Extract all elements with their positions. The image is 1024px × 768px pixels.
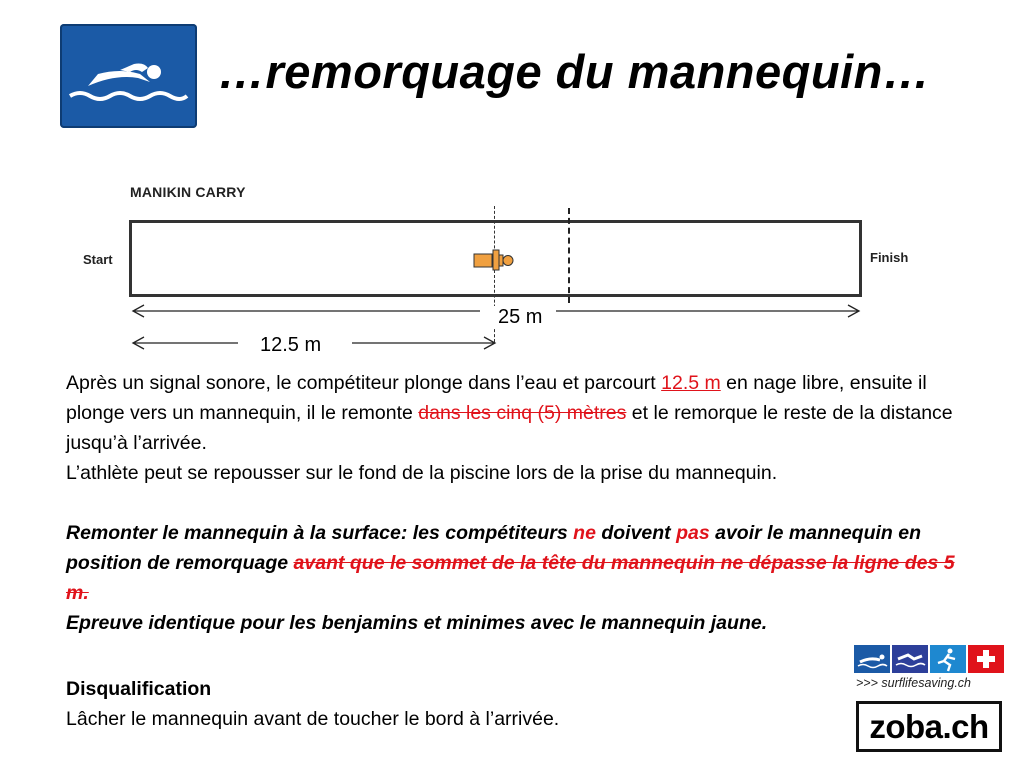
disqualification-heading: Disqualification — [66, 678, 212, 700]
distance-half-label: 12.5 m — [256, 334, 325, 357]
page-title: …remorquage du mannequin… — [218, 45, 931, 98]
finish-label: Finish — [870, 250, 909, 265]
website-link[interactable]: >>> surflifesaving.ch — [856, 676, 971, 690]
text-segment: avoir le mannequin en position de remorquage — [66, 522, 922, 574]
highlight-word: pas — [676, 522, 710, 544]
text-segment: Après un signal sonore, le compétiteur plonge dans l’eau et parcourt — [66, 372, 662, 394]
text-segment: Epreuve identique pour les benjamins et minimes avec le mannequin jaune. — [66, 612, 768, 634]
text-segment: L’athlète peut se repousser sur le fond de la piscine lors de la prise du mannequin. — [66, 462, 778, 484]
surf-swimmer-icon — [892, 645, 928, 673]
struck-text: avant que le sommet de la tête du mannequin ne dépasse la ligne des 5 m. — [66, 552, 955, 604]
distance-total-label: 25 m — [494, 306, 546, 329]
diagram-title: MANIKIN CARRY — [130, 184, 246, 200]
organisation-icons — [854, 645, 1004, 673]
text-segment: Remonter le mannequin à la surface: les compétiteurs — [66, 522, 574, 544]
description-paragraph — [66, 368, 976, 488]
text-segment: et le remorque le reste de la distance jusqu’à l’arrivée. — [66, 402, 953, 454]
swiss-cross-icon — [968, 645, 1004, 673]
highlight-distance: 12.5 m — [661, 372, 721, 394]
pool-swimmer-icon — [854, 645, 890, 673]
start-label: Start — [83, 252, 113, 267]
rule-paragraph — [66, 518, 976, 638]
zoba-logo: zoba.ch — [856, 701, 1002, 752]
disqualification-text: Lâcher le mannequin avant de toucher le bord à l’arrivée. — [66, 708, 560, 730]
text-segment: doivent — [595, 522, 677, 544]
struck-text: dans les cinq (5) mètres — [418, 402, 627, 424]
disqualification-section — [66, 674, 976, 734]
highlight-word: ne — [573, 522, 596, 544]
beach-runner-icon — [930, 645, 966, 673]
text-segment: en nage libre, ensuite il plonge vers un mannequin, il le remonte — [66, 372, 927, 424]
